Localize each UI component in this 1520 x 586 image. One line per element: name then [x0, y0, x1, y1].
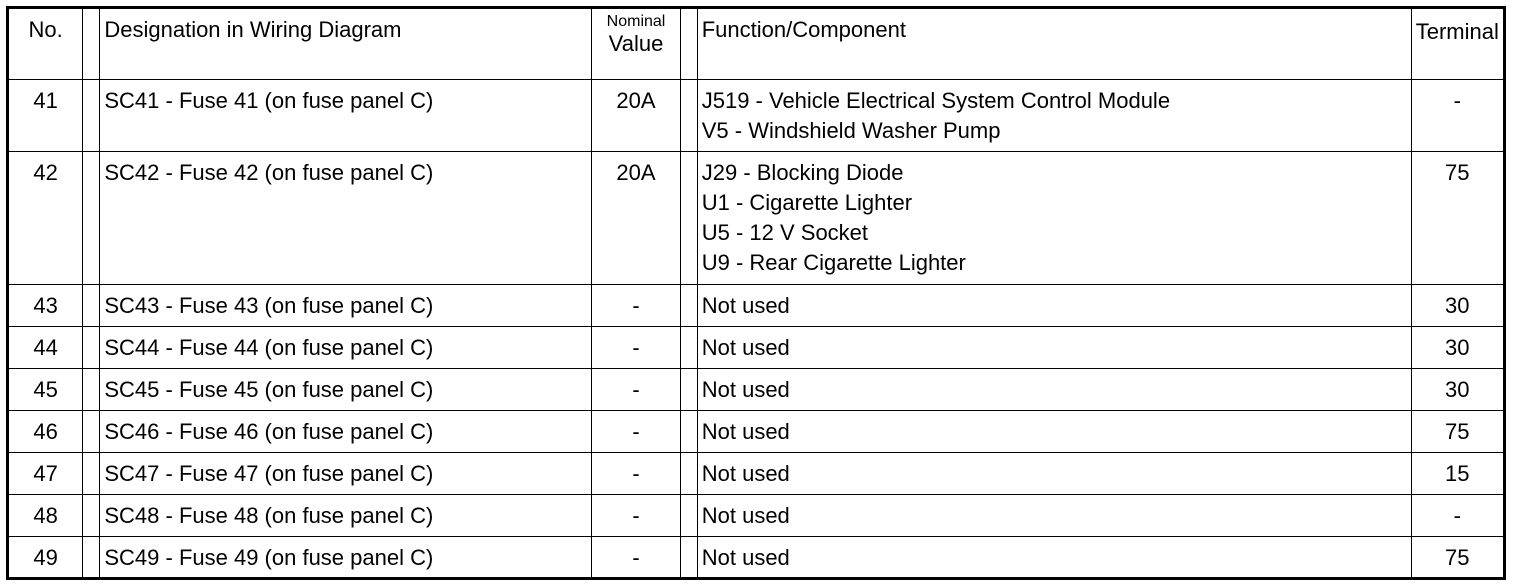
row-gap: [83, 537, 100, 579]
row-number: 41: [8, 80, 83, 152]
row-gap: [83, 369, 100, 411]
row-function: [697, 152, 1411, 285]
row-number: 45: [8, 369, 83, 411]
table-row: [8, 537, 1505, 579]
row-designation: SC48 - Fuse 48 (on fuse panel C): [100, 495, 592, 537]
row-nominal-value: -: [592, 327, 680, 369]
row-gap-2: [680, 152, 697, 285]
row-terminal: 15: [1411, 453, 1504, 495]
row-terminal: 75: [1411, 537, 1504, 579]
row-designation: SC45 - Fuse 45 (on fuse panel C): [100, 369, 592, 411]
function-line: U5 - 12 V Socket: [701, 220, 869, 245]
row-terminal: 30: [1411, 285, 1504, 327]
table-row: [8, 152, 1505, 285]
fuse-table: [6, 6, 1506, 580]
table-row: [8, 369, 1505, 411]
row-function: [697, 369, 1411, 411]
row-gap: [83, 285, 100, 327]
row-terminal: 30: [1411, 327, 1504, 369]
row-gap: [83, 495, 100, 537]
header-value-label: Value: [608, 31, 664, 56]
function-line: Not used: [701, 545, 790, 570]
row-designation: SC42 - Fuse 42 (on fuse panel C): [100, 152, 592, 285]
row-number: 49: [8, 537, 83, 579]
function-line: J519 - Vehicle Electrical System Control Module: [701, 88, 1171, 113]
row-designation: SC44 - Fuse 44 (on fuse panel C): [100, 327, 592, 369]
table-row: [8, 453, 1505, 495]
row-number: 42: [8, 152, 83, 285]
header-gap-2: [680, 8, 697, 80]
row-function: [697, 537, 1411, 579]
row-function: [697, 285, 1411, 327]
row-designation: SC43 - Fuse 43 (on fuse panel C): [100, 285, 592, 327]
function-line: Not used: [701, 461, 790, 486]
function-line: Not used: [701, 377, 790, 402]
row-designation: SC46 - Fuse 46 (on fuse panel C): [100, 411, 592, 453]
row-function: [697, 327, 1411, 369]
row-number: 43: [8, 285, 83, 327]
row-gap: [83, 80, 100, 152]
function-line: Not used: [701, 503, 790, 528]
row-terminal: -: [1411, 495, 1504, 537]
table-row: [8, 411, 1505, 453]
table-row: [8, 327, 1505, 369]
row-number: 48: [8, 495, 83, 537]
row-nominal-value: -: [592, 411, 680, 453]
header-function: Function/Component: [697, 8, 1411, 80]
row-nominal-value: -: [592, 453, 680, 495]
row-gap: [83, 453, 100, 495]
row-function: [697, 411, 1411, 453]
function-line: Not used: [701, 335, 790, 360]
row-number: 46: [8, 411, 83, 453]
row-gap-2: [680, 80, 697, 152]
row-gap-2: [680, 285, 697, 327]
row-gap-2: [680, 369, 697, 411]
header-row: [8, 8, 1505, 80]
function-line: Not used: [701, 419, 790, 444]
row-gap-2: [680, 453, 697, 495]
row-designation: SC49 - Fuse 49 (on fuse panel C): [100, 537, 592, 579]
row-gap-2: [680, 495, 697, 537]
row-nominal-value: -: [592, 537, 680, 579]
row-gap: [83, 152, 100, 285]
header-terminal: Terminal: [1411, 8, 1504, 80]
table-row: [8, 285, 1505, 327]
row-gap-2: [680, 537, 697, 579]
row-number: 47: [8, 453, 83, 495]
function-line: V5 - Windshield Washer Pump: [701, 118, 1001, 143]
row-gap: [83, 411, 100, 453]
row-nominal-value: 20A: [592, 80, 680, 152]
row-nominal-value: -: [592, 369, 680, 411]
row-gap-2: [680, 327, 697, 369]
row-terminal: -: [1411, 80, 1504, 152]
table-row: [8, 80, 1505, 152]
function-line: J29 - Blocking Diode: [701, 160, 904, 185]
function-line: Not used: [701, 293, 790, 318]
row-function: [697, 495, 1411, 537]
row-nominal-value: -: [592, 285, 680, 327]
header-no: No.: [8, 8, 83, 80]
header-designation: Designation in Wiring Diagram: [100, 8, 592, 80]
row-terminal: 75: [1411, 152, 1504, 285]
row-terminal: 75: [1411, 411, 1504, 453]
row-function: [697, 80, 1411, 152]
row-function: [697, 453, 1411, 495]
row-nominal-value: 20A: [592, 152, 680, 285]
table-row: [8, 495, 1505, 537]
table-body: [8, 8, 1505, 579]
row-designation: SC41 - Fuse 41 (on fuse panel C): [100, 80, 592, 152]
row-designation: SC47 - Fuse 47 (on fuse panel C): [100, 453, 592, 495]
row-nominal-value: -: [592, 495, 680, 537]
function-line: U1 - Cigarette Lighter: [701, 190, 913, 215]
row-gap-2: [680, 411, 697, 453]
function-line: U9 - Rear Cigarette Lighter: [701, 250, 966, 275]
row-terminal: 30: [1411, 369, 1504, 411]
row-number: 44: [8, 327, 83, 369]
header-gap: [83, 8, 100, 80]
header-nominal-label: Nominal: [606, 13, 666, 30]
header-nominal-value: [592, 8, 680, 80]
row-gap: [83, 327, 100, 369]
